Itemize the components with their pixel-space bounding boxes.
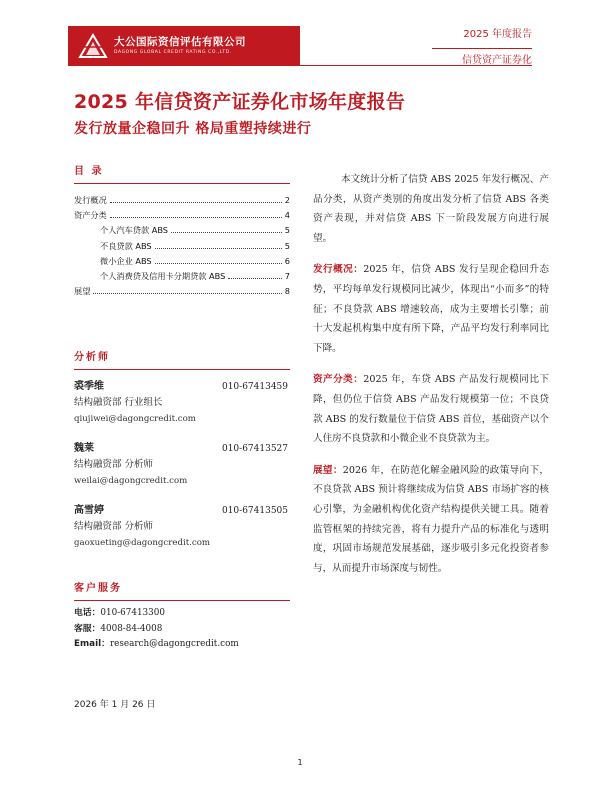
page-header: [0, 12, 600, 68]
section-keyword: 发行概况：: [313, 264, 364, 276]
toc-rule: [74, 183, 290, 184]
report-type-label: 2025 年度报告: [463, 29, 532, 40]
logo-company-name-en: DAGONG GLOBAL CREDIT RATING CO.,LTD.: [114, 50, 232, 55]
service-email-row: Email：research@dagongcredit.com: [74, 639, 239, 650]
analyst-email[interactable]: weilai@dagongcredit.com: [74, 476, 188, 487]
analyst-name: 裘季维: [74, 381, 104, 393]
table-of-contents: [74, 193, 290, 299]
toc-item[interactable]: 个人汽车贷款 ABS 5: [100, 225, 290, 236]
analyst-email[interactable]: gaoxueting@dagongcredit.com: [74, 538, 211, 549]
company-logo: [68, 26, 300, 66]
header-rule: [432, 48, 532, 49]
summary-paragraph: 发行概况：2025 年，信贷 ABS 发行呈现企稳回升态势，平均每单发行规模同比减少，体现出“小而多”的特征；不良贷款 ABS 增速较高，成为主要增长引擎；前十大发起机构集中度有所下降，产品平均发行利率同比下降。: [313, 264, 549, 354]
analysts-rule: [74, 369, 290, 370]
service-heading: 客户服务: [74, 583, 122, 595]
toc-heading: 目 录: [74, 166, 104, 177]
analysts-heading: 分析师: [74, 352, 110, 364]
toc-item[interactable]: 资产分类 4: [74, 210, 290, 221]
intro-paragraph: 本文统计分析了信贷 ABS 2025 年发行概况、产品分类，从资产类别的角度出发分析了信贷 ABS 各类资产表现，并对信贷 ABS 下一阶段发展方向进行展望。: [313, 174, 549, 244]
analyst-phone: 010-67413527: [221, 444, 288, 455]
analyst-phone: 010-67413505: [221, 506, 288, 517]
summary-paragraph: 展望：2026 年，在防范化解金融风险的政策导向下，不良贷款 ABS 预计将继续成为信贷 ABS 市场扩容的核心引擎，为金融机构优化资产结构提供关键工具。随着监管框架的持续完善，将有力提升产品的标准化与透明度，巩固市场规范发展基础，逐步吸引多元化投资者参与，从而提升市场深度与韧性。: [313, 464, 550, 574]
page-number: 1: [297, 758, 303, 767]
analyst-name: 魏莱: [74, 443, 94, 455]
customer-service: [74, 606, 290, 653]
service-rule: [74, 600, 290, 601]
service-phone-row: 电话：010-67413300: [74, 608, 165, 619]
logo-company-name: 大公国际资信评估有限公司: [114, 36, 246, 48]
sidebar: [74, 162, 290, 653]
dagong-logo-icon: [78, 33, 108, 59]
section-keyword: 展望：: [313, 464, 343, 476]
header-report-info: [432, 26, 532, 68]
analyst-role: 结构融资部 行业组长: [74, 397, 163, 409]
analyst-email[interactable]: qiujiwei@dagongcredit.com: [74, 414, 196, 425]
analyst-card: [74, 503, 290, 551]
analyst-name: 高雪婷: [74, 505, 104, 517]
toc-item[interactable]: 展望 8: [74, 286, 290, 297]
analyst-role: 结构融资部 分析师: [74, 459, 154, 471]
summary-body: [313, 170, 549, 590]
toc-item[interactable]: 个人消费贷及信用卡分期贷款 ABS 7: [100, 271, 290, 282]
analyst-phone: 010-67413459: [221, 382, 288, 393]
toc-item[interactable]: 发行概况 2: [74, 195, 290, 205]
report-topic-label: 信贷资产证券化: [462, 55, 532, 66]
publication-date: 2026 年 1 月 26 日: [74, 700, 156, 710]
report-title: 2025 年信贷资产证券化市场年度报告: [74, 91, 406, 113]
section-keyword: 资产分类：: [313, 374, 364, 386]
analyst-card: [74, 379, 290, 427]
summary-paragraph: 资产分类：2025 年，车贷 ABS 产品发行规模同比下降，但仍位于信贷 ABS 产品发行规模第一位；不良贷款 ABS 的发行数量位于信贷 ABS 首位，基础资产以个人住房不良贷款和小微企业不良贷款为主。: [313, 374, 549, 445]
service-email-link[interactable]: research@dagongcredit.com: [109, 639, 239, 650]
report-subtitle: 发行放量企稳回升 格局重塑持续进行: [74, 121, 312, 137]
toc-item[interactable]: 微小企业 ABS 6: [100, 255, 290, 266]
analyst-card: [74, 441, 290, 489]
analyst-role: 结构融资部 分析师: [74, 521, 154, 533]
service-hotline-row: 客服：4008-84-4008: [74, 623, 163, 634]
toc-item[interactable]: 不良贷款 ABS 5: [100, 240, 290, 251]
